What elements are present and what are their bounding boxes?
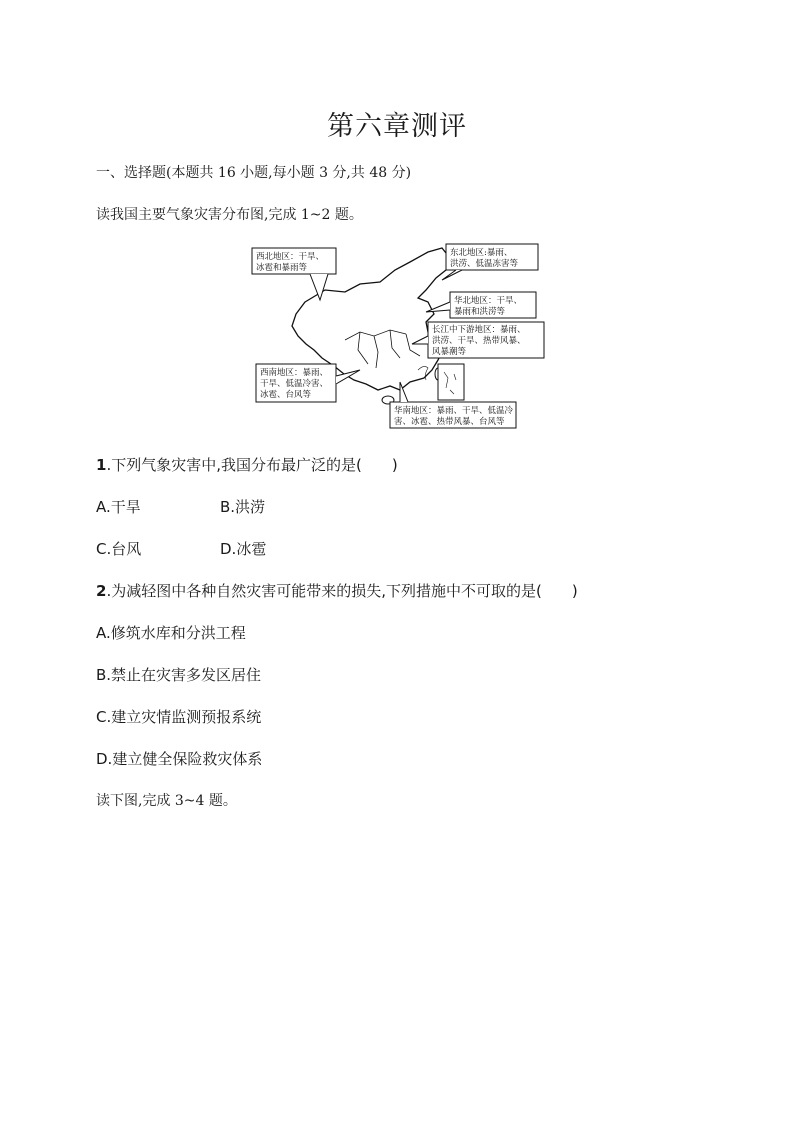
map-label-northwest-line2: 冰雹和暴雨等 [256,263,308,273]
question-group-intro: 读我国主要气象灾害分布图,完成 1~2 题。 [96,207,363,223]
map-label-southwest-line2: 干旱、低温冷害、 [260,379,329,389]
map-label-south-line2: 害、冰雹、热带风暴、台风等 [394,417,505,427]
map-label-north-line1: 华北地区：干旱、 [454,296,523,306]
map-label-southwest-line3: 冰雹、台风等 [260,390,312,400]
q2-option-b: B.禁止在灾害多发区居住 [96,666,262,684]
map-label-yangtze-line1: 长江中下游地区：暴雨、 [432,325,526,335]
south-china-sea-inset [438,364,464,400]
china-weather-disaster-map [250,240,550,435]
question-2-number: 2 [96,582,107,600]
question-2-stem: .为减轻图中各种自然灾害可能带来的损失,下列措施中不可取的是( ) [106,582,578,600]
q1-option-a: A.干旱 [96,498,141,516]
q1-option-b: B.洪涝 [220,498,266,516]
map-label-south-line1: 华南地区：暴雨、干旱、低温冷 [394,406,514,416]
section-header: 一、选择题(本题共 16 小题,每小题 3 分,共 48 分) [96,165,412,181]
map-label-northwest-line1: 西北地区：干旱、 [256,252,325,262]
map-label-yangtze-line2: 洪涝、干旱、热带风暴、 [432,336,526,346]
map-label-northeast-line1: 东北地区:暴雨、 [450,248,513,258]
map-label-yangtze-line3: 风暴潮等 [432,347,467,357]
question-group-intro-2: 读下图,完成 3~4 题。 [96,793,237,809]
page-title: 第六章测评 [327,111,467,142]
q2-option-c: C.建立灾情监测预报系统 [96,708,262,726]
map-label-northeast-line2: 洪涝、低温冻害等 [450,259,519,269]
map-label-north-line2: 暴雨和洪涝等 [454,307,506,317]
question-2 [96,580,578,601]
map-label-southwest-line1: 西南地区：暴雨、 [260,368,329,378]
q1-option-d: D.冰雹 [220,540,267,558]
q1-option-c: C.台风 [96,540,142,558]
question-1-stem: .下列气象灾害中,我国分布最广泛的是( ) [106,456,398,474]
q2-option-a: A.修筑水库和分洪工程 [96,624,246,642]
question-1-number: 1 [96,456,107,474]
question-1 [96,454,398,475]
q2-option-d: D.建立健全保险救灾体系 [96,750,263,768]
